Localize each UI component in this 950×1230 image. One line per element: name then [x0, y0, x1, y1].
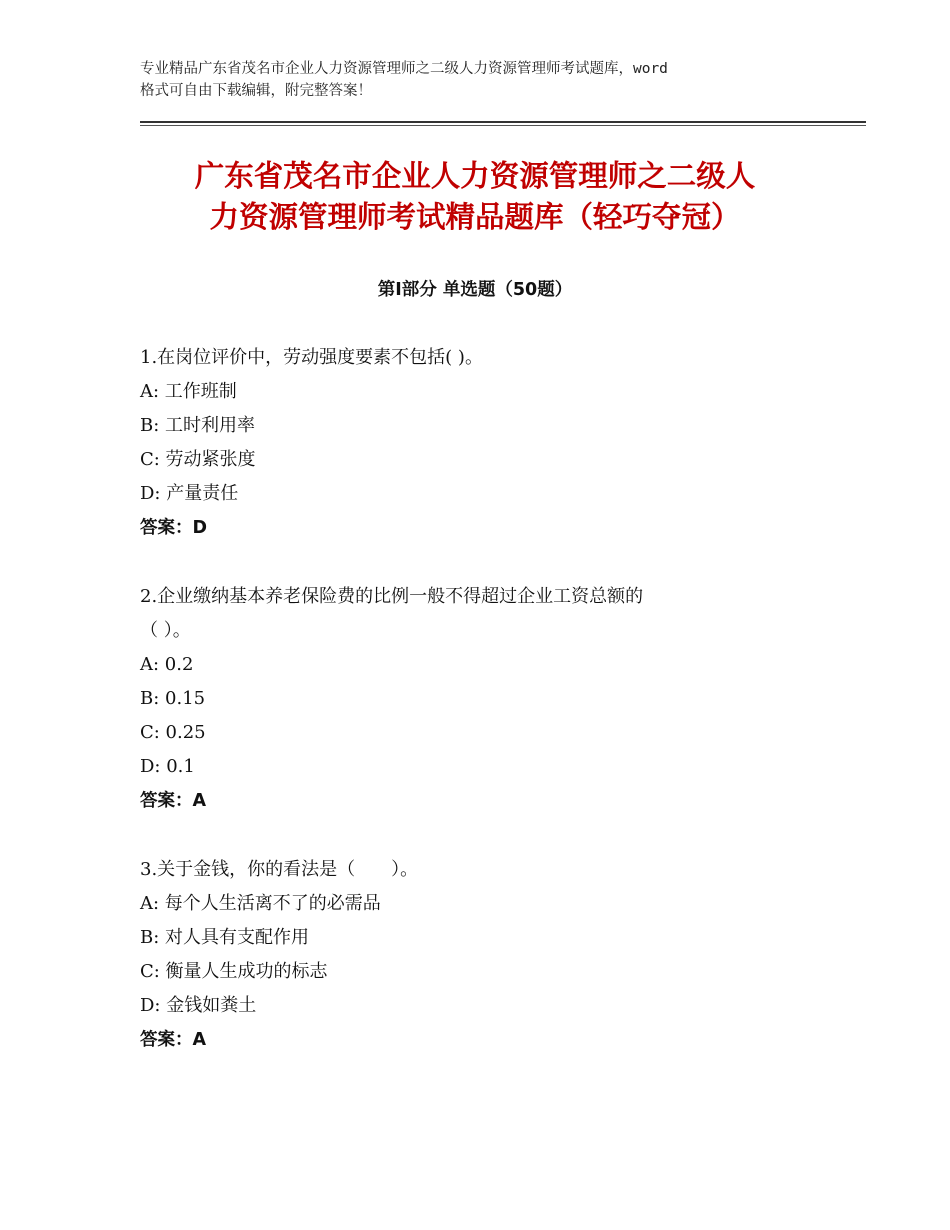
- answer-label: 答案：A: [140, 1030, 207, 1050]
- option-c: C: 0.25: [140, 722, 206, 743]
- header-divider-thick: [140, 121, 866, 123]
- header-note-line-2: 格式可自由下载编辑，附完整答案！: [140, 83, 372, 99]
- question-text: 1.在岗位评价中，劳动强度要素不包括( )。: [140, 347, 483, 368]
- option-a: A: 每个人生活离不了的必需品: [140, 893, 381, 914]
- question-3: [140, 853, 840, 1057]
- header-divider-thin: [140, 125, 866, 126]
- option-b: B: 对人具有支配作用: [140, 927, 310, 948]
- question-1: [140, 341, 840, 545]
- document-title-line-1: 广东省茂名市企业人力资源管理师之二级人: [194, 159, 756, 193]
- question-text: 3.关于金钱，你的看法是（ ）。: [140, 859, 419, 880]
- answer-label: 答案：D: [140, 518, 208, 538]
- option-b: B: 工时利用率: [140, 415, 256, 436]
- option-d: D: 金钱如粪土: [140, 995, 257, 1016]
- question-text: 2.企业缴纳基本养老保险费的比例一般不得超过企业工资总额的: [140, 586, 644, 607]
- option-a: A: 工作班制: [140, 381, 237, 402]
- document-title-line-2: 力资源管理师考试精品题库（轻巧夺冠）: [209, 200, 741, 234]
- question-2: [140, 580, 840, 818]
- header-note: [140, 58, 820, 102]
- option-c: C: 衡量人生成功的标志: [140, 961, 328, 982]
- section-title: 第Ⅰ部分 单选题（50题）: [377, 280, 573, 300]
- option-b: B: 0.15: [140, 688, 206, 709]
- answer-label: 答案：A: [140, 791, 207, 811]
- option-c: C: 劳动紧张度: [140, 449, 256, 470]
- document-title: [140, 156, 810, 238]
- question-text-continued: （ ）。: [140, 620, 191, 641]
- option-d: D: 产量责任: [140, 483, 239, 504]
- header-note-line-1: 专业精品广东省茂名市企业人力资源管理师之二级人力资源管理师考试题库，word: [140, 61, 668, 77]
- option-a: A: 0.2: [140, 654, 194, 675]
- option-d: D: 0.1: [140, 756, 195, 777]
